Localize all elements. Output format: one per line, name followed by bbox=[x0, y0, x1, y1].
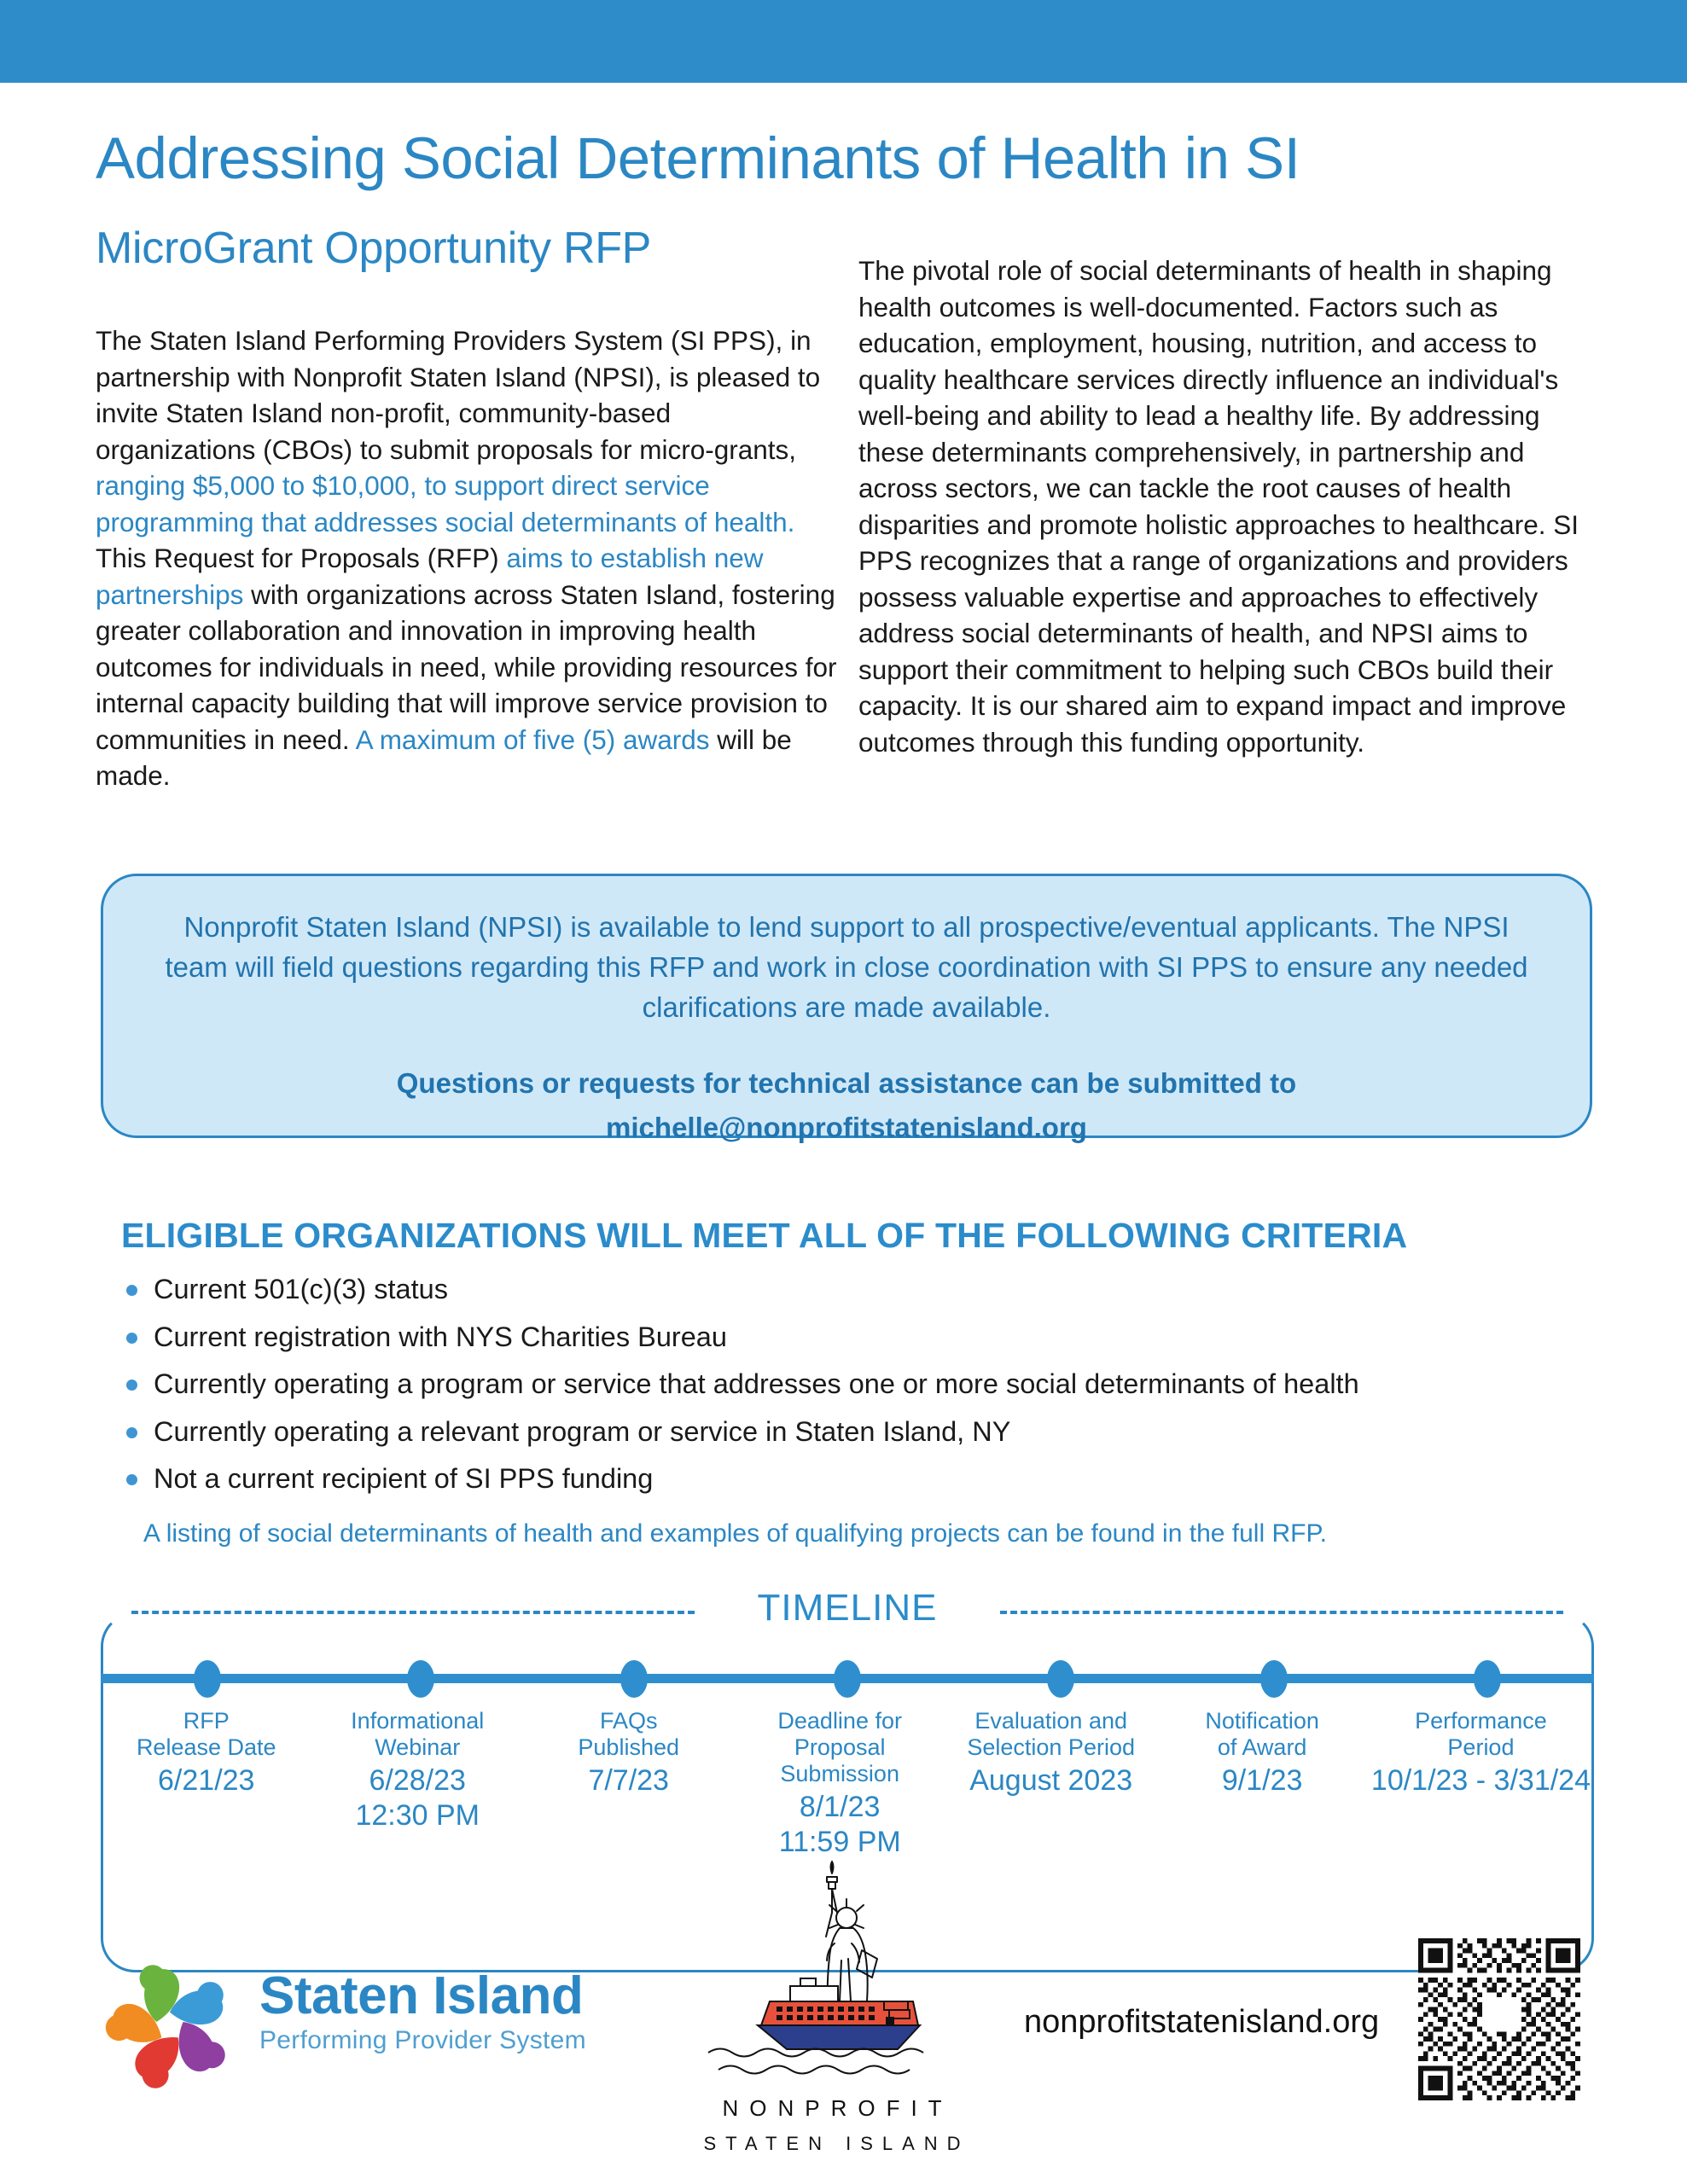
milestone-label-line1: Notification bbox=[1205, 1708, 1319, 1734]
callout-paragraph: Nonprofit Staten Island (NPSI) is available to lend support to all prospective/eventual applicants. The NPSI team will field questions regarding this RFP and work in close coordination with SI PPS to ensure any needed clarifications are made available. bbox=[165, 911, 1528, 1023]
milestone-date: 10/1/23 - 3/31/24 bbox=[1370, 1764, 1591, 1797]
timeline-node-slot bbox=[1381, 1660, 1594, 1698]
milestone-date: 9/1/23 bbox=[1221, 1764, 1303, 1797]
list-item-label: Not a current recipient of SI PPS funding bbox=[154, 1463, 654, 1494]
timeline-node-slot bbox=[741, 1660, 954, 1698]
milestone-time: 11:59 PM bbox=[778, 1826, 901, 1858]
milestone-label-line2: Published bbox=[578, 1734, 679, 1760]
timeline-milestone bbox=[1368, 1708, 1594, 1860]
bullet-icon bbox=[126, 1333, 137, 1344]
timeline-node-icon bbox=[407, 1660, 434, 1698]
bullet-icon bbox=[126, 1474, 137, 1485]
bullet-icon bbox=[126, 1285, 137, 1296]
milestone-date: 8/1/23 bbox=[799, 1791, 881, 1823]
intro-left-part3: with organizations across Staten Island, fostering greater collaboration and innovation in improving health outcomes for individuals in need, while providing resources for internal capacity building that will improve service provision to communities in need. bbox=[96, 578, 837, 755]
timeline-node-icon bbox=[194, 1660, 221, 1698]
timeline-milestones bbox=[101, 1708, 1594, 1860]
list-item bbox=[121, 1415, 1623, 1449]
bullet-icon bbox=[126, 1380, 137, 1391]
intro-left-column bbox=[96, 322, 838, 794]
eligibility-heading: ELIGIBLE ORGANIZATIONS WILL MEET ALL OF THE FOLLOWING CRITERIA bbox=[121, 1216, 1408, 1255]
sipps-pinwheel-icon bbox=[92, 1949, 247, 2104]
sipps-logo-text bbox=[259, 1967, 586, 2056]
intro-left-highlight1: ranging $5,000 to $10,000, to support direct service programming that addresses social determinants of health. bbox=[96, 470, 795, 537]
milestone-label-line2: Release Date bbox=[136, 1734, 276, 1760]
timeline-node-icon bbox=[1047, 1660, 1074, 1698]
npsi-logo-word-staten-island: STATEN ISLAND bbox=[703, 2133, 970, 2154]
list-item-label: Currently operating a relevant program or service in Staten Island, NY bbox=[154, 1415, 1011, 1447]
timeline-node-slot bbox=[527, 1660, 741, 1698]
list-item bbox=[121, 1321, 1623, 1354]
website-url[interactable]: nonprofitstatenisland.org bbox=[1024, 2004, 1380, 2040]
timeline-milestone bbox=[1156, 1708, 1367, 1860]
qr-code-icon[interactable] bbox=[1418, 1938, 1580, 2100]
timeline-node-slot bbox=[1167, 1660, 1381, 1698]
milestone-label-line1: Deadline for bbox=[777, 1708, 902, 1734]
eligibility-note: A listing of social determinants of health and examples of qualifying projects can be found in the full RFP. bbox=[143, 1519, 1327, 1548]
timeline-milestone bbox=[945, 1708, 1156, 1860]
milestone-label-line2: Proposal Submission bbox=[780, 1734, 899, 1786]
milestone-label-line1: Evaluation and bbox=[974, 1708, 1127, 1734]
eligibility-list bbox=[121, 1273, 1623, 1510]
intro-left-part2: This Request for Proposals (RFP) bbox=[96, 543, 507, 573]
milestone-date: 6/21/23 bbox=[158, 1764, 255, 1797]
npsi-logo bbox=[657, 1858, 1007, 2174]
milestone-label-line2: Webinar bbox=[375, 1734, 461, 1760]
timeline-node-slot bbox=[314, 1660, 527, 1698]
timeline-node-slot bbox=[101, 1660, 314, 1698]
milestone-label-line1: FAQs bbox=[599, 1708, 658, 1734]
list-item-label: Currently operating a program or service that addresses one or more social determinants of health bbox=[154, 1368, 1359, 1399]
milestone-time: 12:30 PM bbox=[355, 1799, 480, 1832]
list-item-label: Current registration with NYS Charities Bureau bbox=[154, 1321, 727, 1352]
milestone-label-line1: Performance bbox=[1415, 1708, 1547, 1734]
ferry-statue-of-liberty-icon bbox=[657, 1858, 1007, 2090]
list-item bbox=[121, 1273, 1623, 1306]
milestone-date: 6/28/23 bbox=[369, 1764, 466, 1797]
timeline-node-slot bbox=[954, 1660, 1167, 1698]
page-subtitle: MicroGrant Opportunity RFP bbox=[96, 224, 652, 273]
milestone-label-line1: RFP bbox=[183, 1708, 230, 1734]
timeline-milestone bbox=[311, 1708, 522, 1860]
list-item bbox=[121, 1368, 1623, 1401]
sipps-logo-name: Staten Island bbox=[259, 1966, 584, 2025]
list-item bbox=[121, 1462, 1623, 1496]
callout-email[interactable]: michelle@nonprofitstatenisland.org bbox=[606, 1112, 1087, 1143]
intro-left-highlight2: aims to establish new partnerships bbox=[96, 543, 764, 610]
timeline-milestone bbox=[523, 1708, 734, 1860]
page-title: Addressing Social Determinants of Health in SI bbox=[96, 125, 1300, 191]
sipps-logo bbox=[92, 1943, 621, 2114]
timeline-node-icon bbox=[620, 1660, 648, 1698]
timeline-node-icon bbox=[834, 1660, 861, 1698]
milestone-date: 7/7/23 bbox=[588, 1764, 669, 1797]
timeline-milestone bbox=[101, 1708, 311, 1860]
timeline-dash-left bbox=[131, 1611, 695, 1614]
milestone-label-line2: Period bbox=[1447, 1734, 1515, 1760]
intro-left-highlight3: A maximum of five (5) awards bbox=[355, 723, 710, 755]
callout-cta-line: Questions or requests for technical assistance can be submitted to bbox=[396, 1067, 1297, 1099]
timeline-node-icon bbox=[1474, 1660, 1501, 1698]
milestone-label-line2: Selection Period bbox=[967, 1734, 1135, 1760]
intro-right-column: The pivotal role of social determinants of health in shaping health outcomes is well-documented. Factors such as education, employment, housing, nutrition, and access to quality healthcare services directly influence an individual's well-being and ability to lead a healthy life. By addressing these determinants comprehensively, in partnership and across sectors, we can tackle the root causes of health disparities and promote holistic approaches to healthcare. SI PPS recognizes that a range of organizations and providers possess valuable expertise and approaches to effectively address social determinants of health, and NPSI aims to support their commitment to helping such CBOs build their capacity. It is our shared aim to expand impact and improve outcomes through this funding opportunity. bbox=[858, 255, 1579, 758]
npsi-logo-word-nonprofit: NONPROFIT bbox=[722, 2095, 953, 2121]
intro-left-part1: The Staten Island Performing Providers System (SI PPS), in partnership with Nonprofit Staten Island (NPSI), is pleased to invite Staten Island non-profit, community-based organizations (CBOs) to submit proposals for micro-grants, bbox=[96, 325, 821, 465]
sipps-logo-tagline: Performing Provider System bbox=[259, 2026, 586, 2054]
timeline-node-icon bbox=[1260, 1660, 1288, 1698]
bullet-icon bbox=[126, 1427, 137, 1438]
milestone-date: August 2023 bbox=[969, 1764, 1133, 1797]
milestone-label-line1: Informational bbox=[351, 1708, 485, 1734]
timeline-label: TIMELINE bbox=[746, 1584, 950, 1632]
timeline-milestone bbox=[734, 1708, 945, 1860]
intro-left-part4: will be made. bbox=[96, 723, 792, 791]
top-blue-bar bbox=[0, 0, 1687, 83]
timeline-nodes bbox=[101, 1657, 1594, 1701]
npsi-support-callout bbox=[101, 874, 1592, 1143]
timeline-dash-right bbox=[1000, 1611, 1563, 1614]
milestone-label-line2: of Award bbox=[1217, 1734, 1307, 1760]
list-item-label: Current 501(c)(3) status bbox=[154, 1274, 448, 1304]
